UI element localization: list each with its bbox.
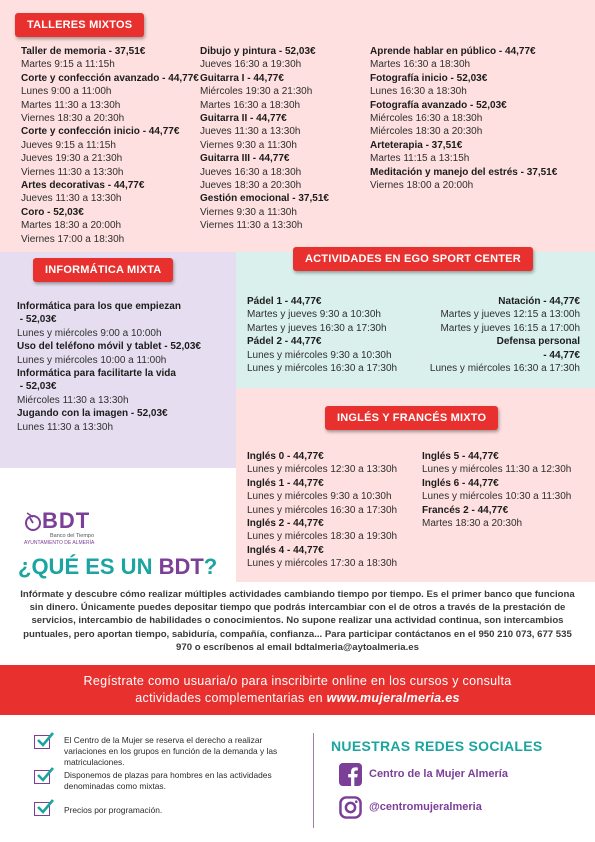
bdt-logo-icon xyxy=(24,511,42,533)
bdt-description: Infórmate y descubre cómo realizar múltiples actividades cambiando tiempo por tiempo. Es el primer banco que funciona sin dinero. Únicamente puedes depositar tiempo que podrás intercambiar con el de otros a través de la prestación de servicios, intercambio de habilidades o conocimientos. No supone realizar una actividad continua, son intercambios puntuales, pero aportan tiempo, sabiduría, compañía, confianza... Para participar contáctanos en el 950 210 073, 677 535 970 o escríbenos al email bdtalmeria@aytoalmeria.es xyxy=(20,589,575,653)
course-title: Aprende hablar en público - 44,77€ xyxy=(370,46,536,57)
checkbox-icon xyxy=(34,802,50,816)
bdt-heading-a: ¿QUÉ ES UN xyxy=(18,554,159,579)
course-schedule: Lunes 16:30 a 18:30h xyxy=(370,86,467,98)
ego-title: ACTIVIDADES EN EGO SPORT CENTER xyxy=(293,247,533,271)
course-schedule: Martes y jueves 12:15 a 13:00h xyxy=(440,309,580,321)
talleres-column-1 xyxy=(21,45,201,246)
course-title: Pádel 2 - 44,77€ xyxy=(247,336,322,348)
course-title: - 52,03€ xyxy=(17,314,57,326)
course-schedule: Lunes y miércoles 18:30 a 19:30h xyxy=(247,531,398,543)
course-schedule: Miércoles 11:30 a 13:30h xyxy=(17,394,129,406)
note-1-text: El Centro de la Mujer se reserva el derecho a realizar variaciones en los grupos en función de la demanda y las matriculaciones. xyxy=(64,735,278,767)
registration-line-2-text: actividades complementarias en xyxy=(135,691,327,705)
course-schedule: Viernes 11:30 a 13:30h xyxy=(21,166,124,178)
course-schedule: Lunes y miércoles 16:30 a 17:30h xyxy=(429,363,580,375)
course-schedule: Martes 18:30 a 20:30h xyxy=(422,518,523,530)
course-title: Fotografía inicio - 52,03€ xyxy=(370,72,488,84)
course-schedule: Jueves 16:30 a 18:30h xyxy=(200,166,302,178)
course-schedule: Jueves 11:30 a 13:30h xyxy=(21,193,122,205)
course-schedule: Jueves 16:30 a 19:30h xyxy=(200,59,302,71)
ego-column-left xyxy=(247,295,422,375)
course-schedule: Lunes 9:00 a 11:00h xyxy=(21,86,112,98)
course-title: Inglés 1 - 44,77€ xyxy=(247,477,324,489)
course-schedule: Lunes y miércoles 9:00 a 10:00h xyxy=(17,327,162,339)
course-schedule: Jueves 11:30 a 13:30h xyxy=(200,126,301,138)
course-title: Pádel 1 - 44,77€ xyxy=(247,296,322,307)
registration-line-1: Regístrate como usuaria/o para inscribirte online en los cursos y consulta xyxy=(83,674,512,688)
social-title: NUESTRAS REDES SOCIALES xyxy=(331,738,543,754)
checkbox-icon xyxy=(34,770,50,784)
instagram-label: @centromujeralmeria xyxy=(369,801,482,813)
course-schedule: Lunes y miércoles 9:30 a 10:30h xyxy=(247,349,392,361)
course-title: Defensa personal xyxy=(496,336,580,348)
course-schedule: Martes y jueves 16:15 a 17:00h xyxy=(440,322,580,334)
course-title: Informática para facilitarte la vida xyxy=(17,368,176,380)
course-schedule: Viernes 9:30 a 11:30h xyxy=(200,206,297,218)
facebook-label: Centro de la Mujer Almería xyxy=(369,768,508,780)
course-schedule: Martes y jueves 16:30 a 17:30h xyxy=(247,322,387,334)
instagram-icon xyxy=(339,796,362,819)
bdt-logo-sub2: AYUNTAMIENTO DE ALMERÍA xyxy=(24,540,95,546)
bdt-logo-sub1: Banco del Tiempo xyxy=(50,533,95,539)
course-schedule: Lunes y miércoles 17:30 a 18:30h xyxy=(247,558,398,570)
bdt-heading xyxy=(18,554,217,580)
course-schedule: Martes 9:15 a 11:15h xyxy=(21,59,115,71)
bdt-logo xyxy=(24,508,106,551)
course-schedule: Martes 18:30 a 20:00h xyxy=(21,220,122,232)
course-schedule: Viernes 17:00 a 18:30h xyxy=(21,233,125,245)
ingles-title: INGLÉS Y FRANCÉS MIXTO xyxy=(325,406,498,430)
course-schedule: Jueves 18:30 a 20:30h xyxy=(200,180,302,192)
facebook-icon xyxy=(339,763,362,786)
ingles-column-right xyxy=(422,450,592,530)
course-schedule: Jueves 19:30 a 21:30h xyxy=(21,153,123,165)
course-title: Inglés 6 - 44,77€ xyxy=(422,477,499,489)
course-title: Francés 2 - 44,77€ xyxy=(422,504,509,516)
course-schedule: Lunes y miércoles 16:30 a 17:30h xyxy=(247,504,398,516)
course-schedule: Miércoles 16:30 a 18:30h xyxy=(370,113,483,125)
course-schedule: Viernes 9:30 a 11:30h xyxy=(200,139,297,151)
divider xyxy=(313,733,314,828)
course-schedule: Martes 16:30 a 18:30h xyxy=(200,99,301,111)
course-title: Artes decorativas - 44,77€ xyxy=(21,180,145,192)
course-title: Inglés 0 - 44,77€ xyxy=(247,451,324,462)
bdt-heading-b: BDT xyxy=(158,554,204,579)
bdt-logo-text: BDT xyxy=(42,508,91,533)
course-schedule: Miércoles 18:30 a 20:30h xyxy=(370,126,483,138)
course-title: Uso del teléfono móvil y tablet - 52,03€ xyxy=(17,341,201,353)
course-title: - 52,03€ xyxy=(17,381,57,393)
ego-column-right xyxy=(403,295,580,375)
course-schedule: Viernes 11:30 a 13:30h xyxy=(200,220,303,232)
course-schedule: Lunes y miércoles 10:30 a 11:30h xyxy=(422,491,572,503)
course-schedule: Martes 16:30 a 18:30h xyxy=(370,59,471,71)
course-schedule: Viernes 18:30 a 20:30h xyxy=(21,113,125,125)
talleres-column-2 xyxy=(200,45,372,233)
course-schedule: Miércoles 19:30 a 21:30h xyxy=(200,86,313,98)
course-title: Fotografía avanzado - 52,03€ xyxy=(370,99,507,111)
course-schedule: Lunes 11:30 a 13:30h xyxy=(17,421,114,433)
course-title: Natación - 44,77€ xyxy=(498,296,580,307)
course-title: Taller de memoria - 37,51€ xyxy=(21,46,146,57)
course-title: Inglés 4 - 44,77€ xyxy=(247,544,324,556)
course-schedule: Lunes y miércoles 11:30 a 12:30h xyxy=(422,464,572,476)
course-title: Guitarra I - 44,77€ xyxy=(200,72,284,84)
course-title: Gestión emocional - 37,51€ xyxy=(200,193,329,205)
bdt-heading-c: ? xyxy=(203,554,218,579)
course-title: Inglés 5 - 44,77€ xyxy=(422,451,499,462)
course-title: Inglés 2 - 44,77€ xyxy=(247,518,324,530)
registration-line-2 xyxy=(0,690,595,707)
course-title: Informática para los que empiezan xyxy=(17,301,181,312)
checkbox-icon xyxy=(34,735,50,749)
registration-banner xyxy=(0,665,595,715)
course-schedule: Martes 11:30 a 13:30h xyxy=(21,99,121,111)
course-title: Arteterapia - 37,51€ xyxy=(370,139,463,151)
note-2-text: Disponemos de plazas para hombres en las actividades denominadas como mixtas. xyxy=(64,770,272,791)
course-title: Coro - 52,03€ xyxy=(21,206,84,218)
note-3-text: Precios por programación. xyxy=(64,805,163,815)
course-schedule: Viernes 18:00 a 20:00h xyxy=(370,180,474,192)
informatica-list xyxy=(17,300,232,434)
course-title: Jugando con la imagen - 52,03€ xyxy=(17,408,168,420)
talleres-column-3 xyxy=(370,45,585,192)
course-schedule: Martes 11:15 a 13:15h xyxy=(370,153,470,165)
course-title: Dibujo y pintura - 52,03€ xyxy=(200,46,316,57)
course-title: - 44,77€ xyxy=(543,349,580,361)
course-schedule: Lunes y miércoles 10:00 a 11:00h xyxy=(17,354,167,366)
course-schedule: Martes y jueves 9:30 a 10:30h xyxy=(247,309,381,321)
course-schedule: Lunes y miércoles 12:30 a 13:30h xyxy=(247,464,398,476)
course-title: Corte y confección inicio - 44,77€ xyxy=(21,126,180,138)
ingles-column-left xyxy=(247,450,422,571)
course-schedule: Jueves 9:15 a 11:15h xyxy=(21,139,116,151)
course-schedule: Lunes y miércoles 16:30 a 17:30h xyxy=(247,363,398,375)
course-title: Guitarra III - 44,77€ xyxy=(200,153,290,165)
course-title: Meditación y manejo del estrés - 37,51€ xyxy=(370,166,558,178)
course-title: Corte y confección avanzado - 44,77€ xyxy=(21,72,199,84)
website-link[interactable]: www.mujeralmeria.es xyxy=(326,691,460,705)
informatica-title: INFORMÁTICA MIXTA xyxy=(33,258,173,282)
course-schedule: Lunes y miércoles 9:30 a 10:30h xyxy=(247,491,392,503)
talleres-title: TALLERES MIXTOS xyxy=(15,13,144,37)
course-title: Guitarra II - 44,77€ xyxy=(200,113,287,125)
